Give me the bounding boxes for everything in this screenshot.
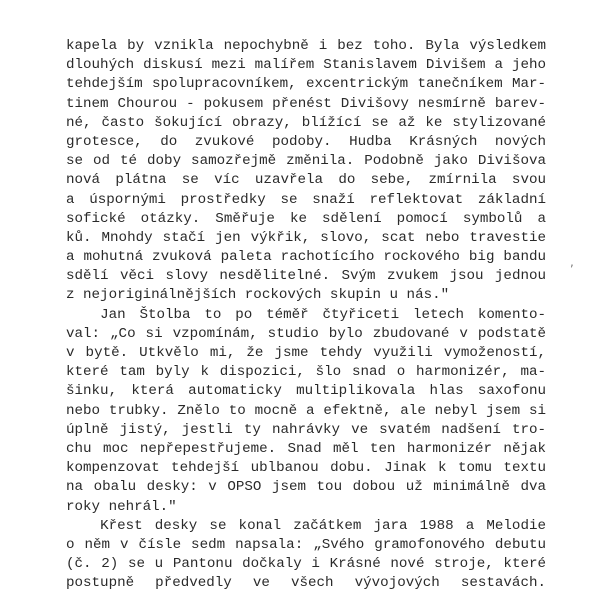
- text-line: grotesce, do zvukové podoby. Hudba Krásných nových: [66, 133, 546, 150]
- text-line: tehdejším spolupracovníkem, excentrickým tanečníkem Mar-: [66, 76, 546, 93]
- text-line: postupně předvedly ve všech vývojových sestavách.: [66, 575, 546, 592]
- text-line: v bytě. Utkvělo mi, že jsme tehdy využili vymožeností,: [66, 345, 546, 361]
- stray-mark: ,: [570, 255, 574, 269]
- text-line: kapela by vznikla nepochybně i bez toho. Byla výsledkem: [66, 38, 546, 54]
- text-line: val: „Co si vzpomínám, studio bylo zbudované v podstatě: [66, 325, 546, 342]
- text-line: Křest desky se konal začátkem jara 1988 a Melodie: [100, 517, 546, 534]
- text-line: chu moc nepřepestřujeme. Snad měl ten harmonizér nějak: [66, 440, 546, 457]
- text-line: dlouhých diskusí mezi malířem Stanislavem Divišem a jeho: [66, 57, 546, 74]
- text-line: tinem Chourou - pokusem přenést Divišovy nesmírně barev-: [66, 95, 546, 112]
- text-line: na obalu desky: v OPSO jsem tou dobou už minimálně dva: [66, 479, 546, 496]
- text-line: a úspornými prostředky se snaží reflektovat základní: [66, 191, 546, 208]
- text-line: úplně jistý, jestli ty nahrávky ve svatém nadšení tro-: [66, 421, 546, 438]
- text-line: kompenzovat tehdejší ublbanou dobu. Jinak k tomu textu: [66, 460, 546, 477]
- text-line: které tam byly k dispozici, šlo snad o harmonizér, ma-: [66, 364, 546, 381]
- text-line: nová plátna se víc uzavřela do sebe, zmírnila svou: [66, 172, 546, 189]
- text-line: šinku, která automaticky multiplikovala hlas saxofonu: [66, 383, 546, 400]
- text-line: a mohutná zvuková paleta rachotícího rockového big bandu: [66, 249, 546, 266]
- text-line: nebo trubky. Znělo to mocně a efektně, ale nebyl jsem si: [66, 402, 546, 419]
- body-text: [66, 37, 546, 593]
- text-line: se od té doby samozřejmě změnila. Podobně jako Divišova: [66, 153, 546, 170]
- text-line: o něm v čísle sedm napsala: „Svého gramofonového debutu: [66, 536, 546, 553]
- text-line: sdělí věci slovy nesdělitelné. Svým zvukem jsou jednou: [66, 268, 546, 285]
- text-line: ků. Mnohdy stačí jen výkřik, slovo, scat nebo travestie: [66, 229, 546, 246]
- text-line: (č. 2) se u Pantonu dočkaly i Krásné nové stroje, které: [66, 556, 546, 573]
- text-line: z nejoriginálnějších rockových skupin u nás.": [66, 287, 450, 304]
- text-line: né, často šokující obrazy, blížící se až ke stylizované: [66, 114, 546, 131]
- text-line: Jan Štolba to po téměř čtyřiceti letech komento-: [100, 306, 546, 323]
- text-line: roky nehrál.": [66, 498, 177, 515]
- text-line: sofické otázky. Směřuje ke sdělení pomocí symbolů a: [66, 210, 546, 227]
